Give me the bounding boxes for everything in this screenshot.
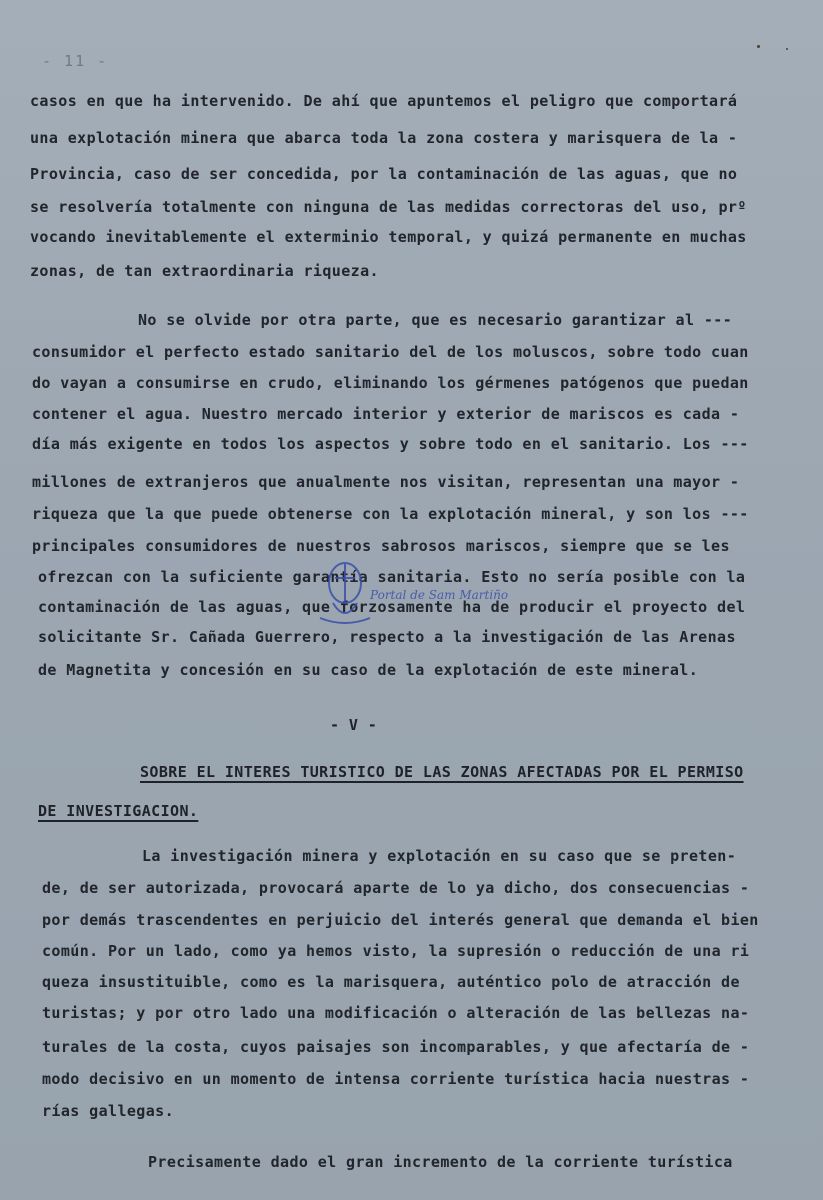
text-line: zonas, de tan extraordinaria riqueza. bbox=[30, 262, 379, 280]
text-line: Provincia, caso de ser concedida, por la contaminación de las aguas, que no bbox=[30, 165, 738, 183]
text-line: rías gallegas. bbox=[42, 1102, 175, 1120]
text-line: consumidor el perfecto estado sanitario del de los moluscos, sobre todo cuan bbox=[32, 343, 749, 361]
text-line: do vayan a consumirse en crudo, eliminando los gérmenes patógenos que puedan bbox=[32, 374, 749, 392]
page-number: - 11 - bbox=[42, 52, 109, 70]
archive-seal-label: Portal de Sam Martiño bbox=[370, 588, 509, 602]
section-title-continued: DE INVESTIGACION. bbox=[38, 802, 199, 820]
text-line: La investigación minera y explotación en su caso que se preten- bbox=[142, 847, 737, 865]
text-line: millones de extranjeros que anualmente nos visitan, representan una mayor - bbox=[32, 473, 740, 491]
text-line: de, de ser autorizada, provocará aparte de lo ya dicho, dos consecuencias - bbox=[42, 879, 750, 897]
text-line: de Magnetita y concesión en su caso de la explotación de este mineral. bbox=[38, 661, 699, 679]
text-line: principales consumidores de nuestros sabrosos mariscos, siempre que se les bbox=[32, 537, 730, 555]
text-line: ofrezcan con la suficiente garantía sanitaria. Esto no sería posible con la bbox=[38, 568, 746, 586]
text-line: una explotación minera que abarca toda la zona costera y marisquera de la - bbox=[30, 129, 738, 147]
text-line: común. Por un lado, como ya hemos visto, la supresión o reducción de una ri bbox=[42, 942, 750, 960]
text-line: queza insustituible, como es la marisquera, auténtico polo de atracción de bbox=[42, 973, 740, 991]
text-line: casos en que ha intervenido. De ahí que apuntemos el peligro que comportará bbox=[30, 92, 738, 110]
paper-speck bbox=[786, 48, 788, 50]
paper-speck bbox=[757, 45, 760, 48]
text-line: contaminación de las aguas, que forzosamente ha de producir el proyecto del bbox=[38, 598, 746, 616]
section-title: SOBRE EL INTERES TURISTICO DE LAS ZONAS AFECTADAS POR EL PERMISO bbox=[140, 763, 744, 781]
text-line: turales de la costa, cuyos paisajes son incomparables, y que afectaría de - bbox=[42, 1038, 750, 1056]
text-line: modo decisivo en un momento de intensa corriente turística hacia nuestras - bbox=[42, 1070, 750, 1088]
text-line: se resolvería totalmente con ninguna de las medidas correctoras del uso, prº bbox=[30, 198, 747, 216]
text-line: contener el agua. Nuestro mercado interior y exterior de mariscos es cada - bbox=[32, 405, 740, 423]
text-line: día más exigente en todos los aspectos y sobre todo en el sanitario. Los --- bbox=[32, 435, 749, 453]
text-line: vocando inevitablemente el exterminio temporal, y quizá permanente en muchas bbox=[30, 228, 747, 246]
section-numeral: - V - bbox=[330, 716, 378, 734]
text-line: No se olvide por otra parte, que es necesario garantizar al --- bbox=[138, 311, 733, 329]
text-line: riqueza que la que puede obtenerse con la explotación mineral, y son los --- bbox=[32, 505, 749, 523]
text-line: turistas; y por otro lado una modificación o alteración de las bellezas na- bbox=[42, 1004, 750, 1022]
paragraph-4-start: Precisamente dado el gran incremento de la corriente turística bbox=[148, 1153, 733, 1171]
text-line: por demás trascendentes en perjuicio del interés general que demanda el bien bbox=[42, 911, 759, 929]
text-line: solicitante Sr. Cañada Guerrero, respecto a la investigación de las Arenas bbox=[38, 628, 736, 646]
